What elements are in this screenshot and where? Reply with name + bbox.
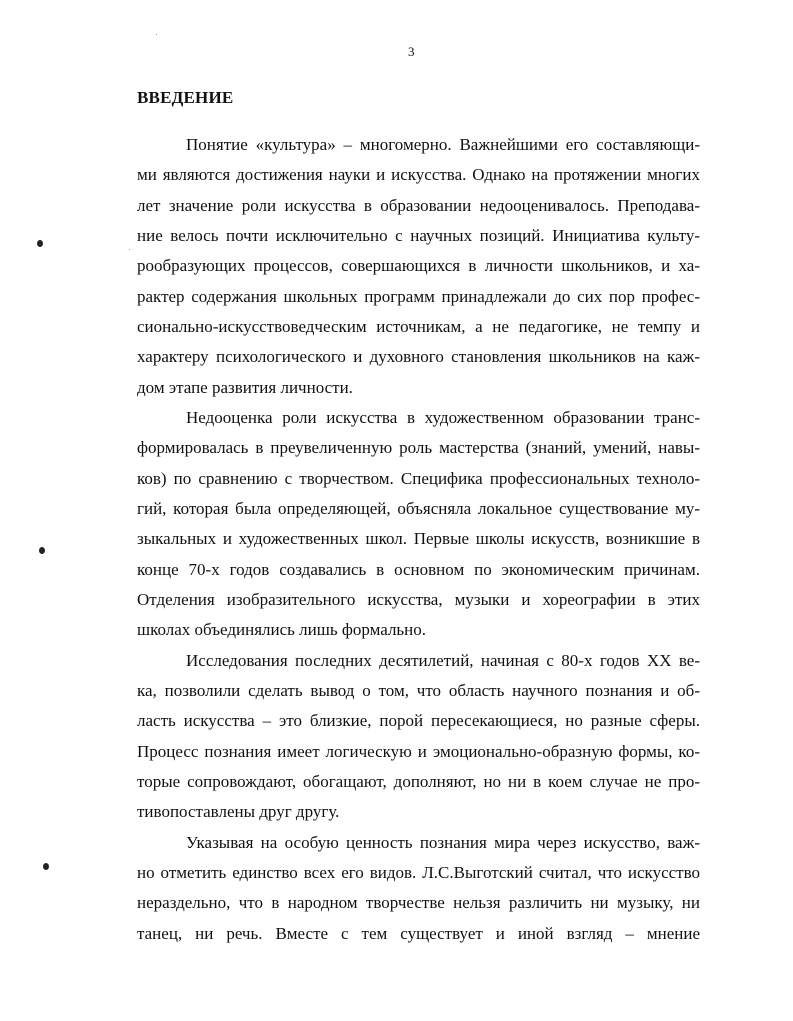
text-line: ка, позволили сделать вывод о том, что область научного познания и об- [137, 681, 700, 700]
text-line: рактер содержания школьных программ принадлежали до сих пор профес- [137, 287, 700, 306]
text-line: но отметить единство всех его видов. Л.С.Выготский считал, что искусство [137, 863, 700, 882]
text-line: Понятие «культура» – многомерно. Важнейшими его составляющи- [186, 135, 700, 154]
page-number: 3 [408, 44, 415, 59]
section-heading: ВВЕДЕНИЕ [137, 88, 234, 107]
text-line: ласть искусства – это близкие, порой пересекающиеся, но разные сферы. [137, 711, 700, 730]
scan-speck [129, 249, 130, 250]
binder-hole [39, 547, 45, 554]
text-line: дом этапе развития личности. [137, 378, 353, 397]
text-line: формировалась в преувеличенную роль мастерства (знаний, умений, навы- [137, 438, 700, 457]
text-line: нераздельно, что в народном творчестве нельзя различить ни музыку, ни [137, 893, 700, 912]
text-line: торые сопровождают, обогащают, дополняют, но ни в коем случае не про- [137, 772, 700, 791]
text-line: характеру психологического и духовного становления школьников на каж- [137, 347, 700, 366]
text-line: Недооценка роли искусства в художественном образовании транс- [186, 408, 700, 427]
text-line: ние велось почти исключительно с научных позиций. Инициатива культу- [137, 226, 700, 245]
scan-speck [156, 34, 157, 35]
text-line: лет значение роли искусства в образовании недооценивалось. Преподава- [137, 196, 700, 215]
text-line: Указывая на особую ценность познания мира через искусство, важ- [186, 833, 700, 852]
text-line: Отделения изобразительного искусства, музыки и хореографии в этих [137, 590, 700, 609]
text-line: ми являются достижения науки и искусства. Однако на протяжении многих [137, 165, 700, 184]
text-line: рообразующих процессов, совершающихся в личности школьников, и ха- [137, 256, 700, 275]
text-line: конце 70-х годов создавались в основном по экономическим причинам. [137, 560, 700, 579]
text-line: Процесс познания имеет логическую и эмоционально-образную формы, ко- [137, 742, 700, 761]
text-line: Исследования последних десятилетий, начиная с 80-х годов XX ве- [186, 651, 700, 670]
binder-hole [43, 863, 49, 870]
text-line: тивопоставлены друг другу. [137, 802, 340, 821]
binder-hole [37, 240, 43, 247]
text-line: зыкальных и художественных школ. Первые школы искусств, возникшие в [137, 529, 700, 548]
text-line: ков) по сравнению с творчеством. Специфика профессиональных техноло- [137, 469, 700, 488]
text-line: гий, которая была определяющей, объясняла локальное существование му- [137, 499, 700, 518]
text-line: танец, ни речь. Вместе с тем существует и иной взгляд – мнение [137, 924, 700, 943]
text-line: школах объединялись лишь формально. [137, 620, 427, 639]
text-line: сионально-искусствоведческим источникам, а не педагогике, не темпу и [137, 317, 700, 336]
